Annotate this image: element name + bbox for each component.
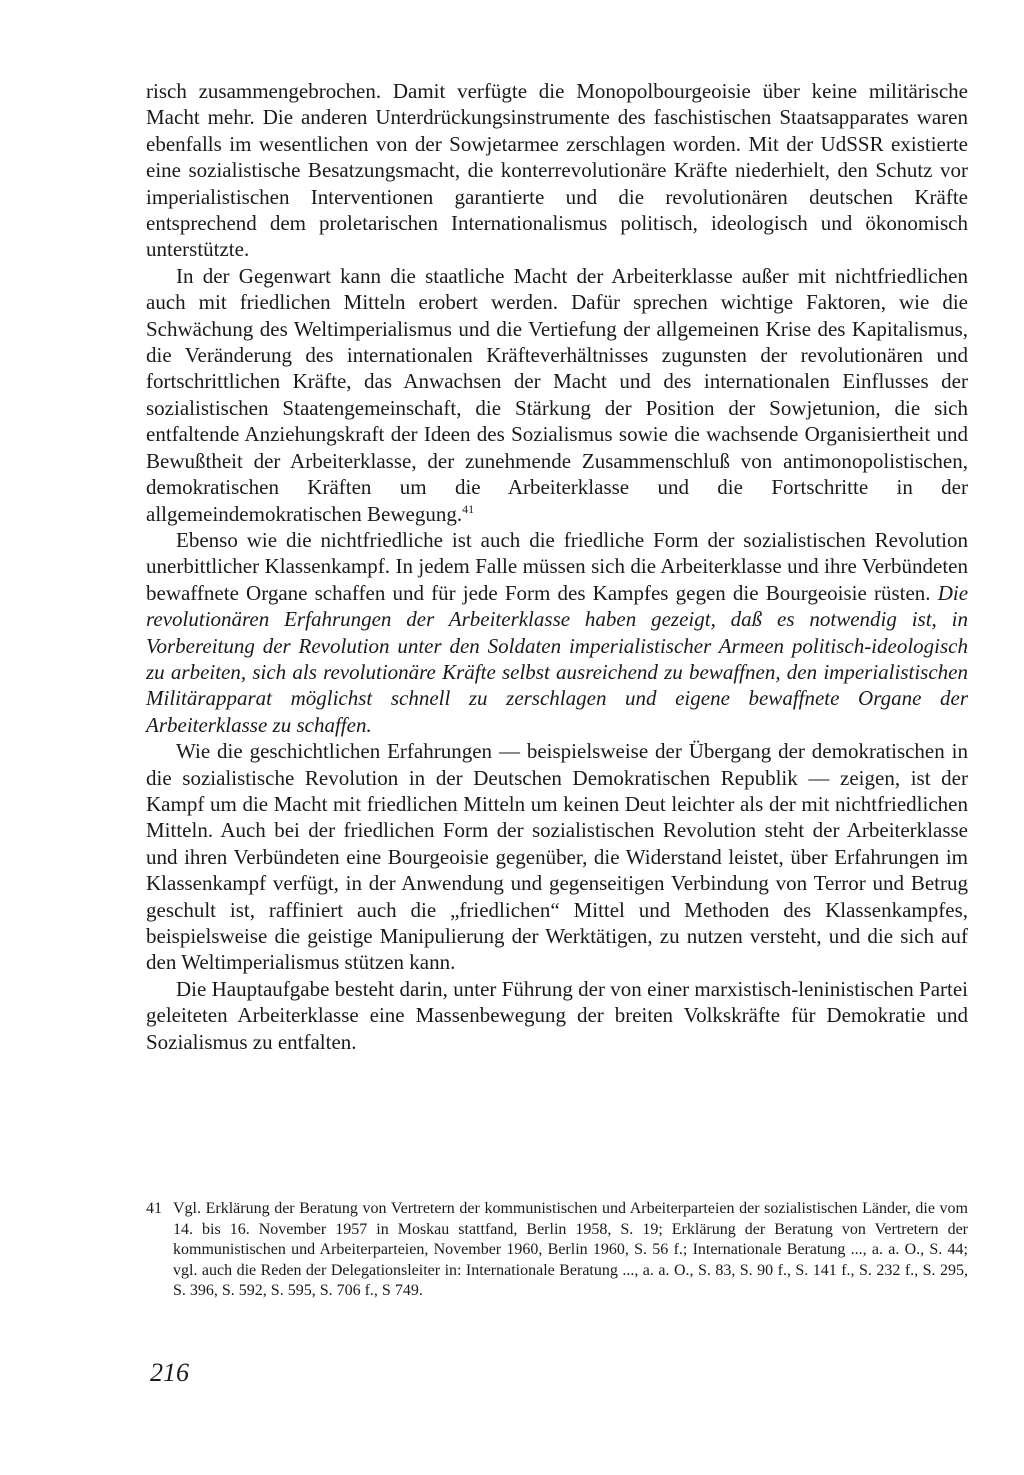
paragraph-4: Wie die geschichtlichen Erfahrungen — beispielsweise der Übergang der demokratischen in die sozialistische Revolution in der Deutschen Demokratischen Republik — zeigen, ist der Kampf um die Macht mit friedlichen Mitteln um keinen Deut leichter als der mit nichtfriedlichen Mitteln. Auch bei der friedlichen Form der sozialistischen Revolution steht der Arbeiterklasse und ihren Verbündeten eine Bourgeoisie gegenüber, die Widerstand leistet, über Erfahrungen im Klassenkampf verfügt, in der Anwendung und gegenseitigen Verbindung von Terror und Betrug geschult ist, raffiniert auch die „friedlichen“ Mittel und Methoden des Klassenkampfes, beispielsweise die geistige Manipulierung der Werktätigen, zu nutzen versteht, und die sich auf den Weltimperialismus stützen kann. — [146, 739, 968, 975]
page-number: 216 — [150, 1358, 189, 1387]
paragraph-5: Die Hauptaufgabe besteht darin, unter Führung der von einer marxistisch-leninistischen Partei geleiteten Arbeiterklasse eine Massenbewegung der breiten Volkskräfte für Demokratie und Sozialismus zu entfalten. — [146, 976, 968, 1054]
footnote — [146, 1199, 968, 1302]
footnote-number: 41 — [146, 1200, 162, 1217]
main-text — [146, 78, 968, 1055]
footnote-text: Vgl. Erklärung der Beratung von Vertretern der kommunistischen und Arbeiterparteien der sozialistischen Länder, die vom 14. bis 16. November 1957 in Moskau stattfand, Berlin 1958, S. 19; Erklärung der Beratung von Vertretern der kommunistischen und Arbeiterparteien, November 1960, Berlin 1960, S. 56 f.; Internationale Beratung ..., a. a. O., S. 44; vgl. auch die Reden der Delegationsleiter in: Internationale Beratung ..., a. a. O., S. 83, S. 90 f., S. 141 f., S. 232 f., S. 295, S. 396, S. 592, S. 595, S. 706 f., S 749. — [173, 1200, 968, 1300]
paragraph-2: In der Gegenwart kann die staatliche Macht der Arbeiterklasse außer mit nichtfriedlichen auch mit friedlichen Mitteln erobert werden. Dafür sprechen wichtige Faktoren, wie die Schwächung des Weltimperialismus und die Vertiefung der allgemeinen Krise des Kapitalismus, die Veränderung des internationalen Kräfteverhältnisses zugunsten der revolutionären und fortschrittlichen Kräfte, das Anwachsen der Macht und des internationalen Einflusses der sozialistischen Staatengemeinschaft, die Stärkung der Position der Sowjetunion, die sich entfaltende Anziehungskraft der Ideen des Sozialismus sowie die wachsende Organisiertheit und Bewußtheit der Arbeiterklasse, der zunehmende Zusammenschluß von antimonopolistischen, demokratischen Kräften um die Arbeiterklasse und die Fortschritte in der allgemeindemokratischen Bewegung.$^{41}$ — [146, 263, 968, 526]
paragraph-1: risch zusammengebrochen. Damit verfügte die Monopolbourgeoisie über keine militärische Macht mehr. Die anderen Unterdrückungsinstrumente des faschistischen Staatsapparates waren ebenfalls im wesentlichen von der Sowjetarmee zerschlagen worden. Mit der UdSSR existierte eine sozialistische Besatzungsmacht, die konterrevolutionäre Kräfte niederhielt, den Schutz vor imperialistischen Interventionen garantierte und die revolutionären deutschen Kräfte entsprechend dem proletarischen Internationalismus politisch, ideologisch und ökonomisch unterstützte. — [146, 79, 968, 262]
italic-passage: Die revolutionären Erfahrungen der Arbeiterklasse haben gezeigt, daß es notwendig ist, in Vorbereitung der Revolution unter den Soldaten imperialistischer Armeen politisch-ideologisch zu arbeiten, sich als revolutionäre Kräfte selbst ausreichend zu bewaffnen, den imperialistischen Militärapparat möglichst schnell zu zerschlagen und eigene bewaffnete Organe der Arbeiterklasse zu schaffen. — [146, 580, 969, 737]
paragraph-3: Ebenso wie die nichtfriedliche ist auch die friedliche Form der sozialistischen Revolution unerbittlicher Klassenkampf. In jedem Falle müssen sich die Arbeiterklasse und ihre Verbündeten bewaffnete Organe schaffen und für jede Form des Kampfes gegen die Bourgeoisie rüsten. Die revolutionären Erfahrungen der Arbeiterklasse haben gezeigt, daß es notwendig ist, in Vorbereitung der Revolution unter den Soldaten imperialistischer Armeen politisch-ideologisch zu arbeiten, sich als revolutionäre Kräfte selbst ausreichend zu bewaffnen, den imperialistischen Militärapparat möglichst schnell zu zerschlagen und eigene bewaffnete Organe der Arbeiterklasse zu schaffen. — [146, 527, 969, 737]
footnote-reference[interactable]: 41 — [462, 501, 475, 516]
